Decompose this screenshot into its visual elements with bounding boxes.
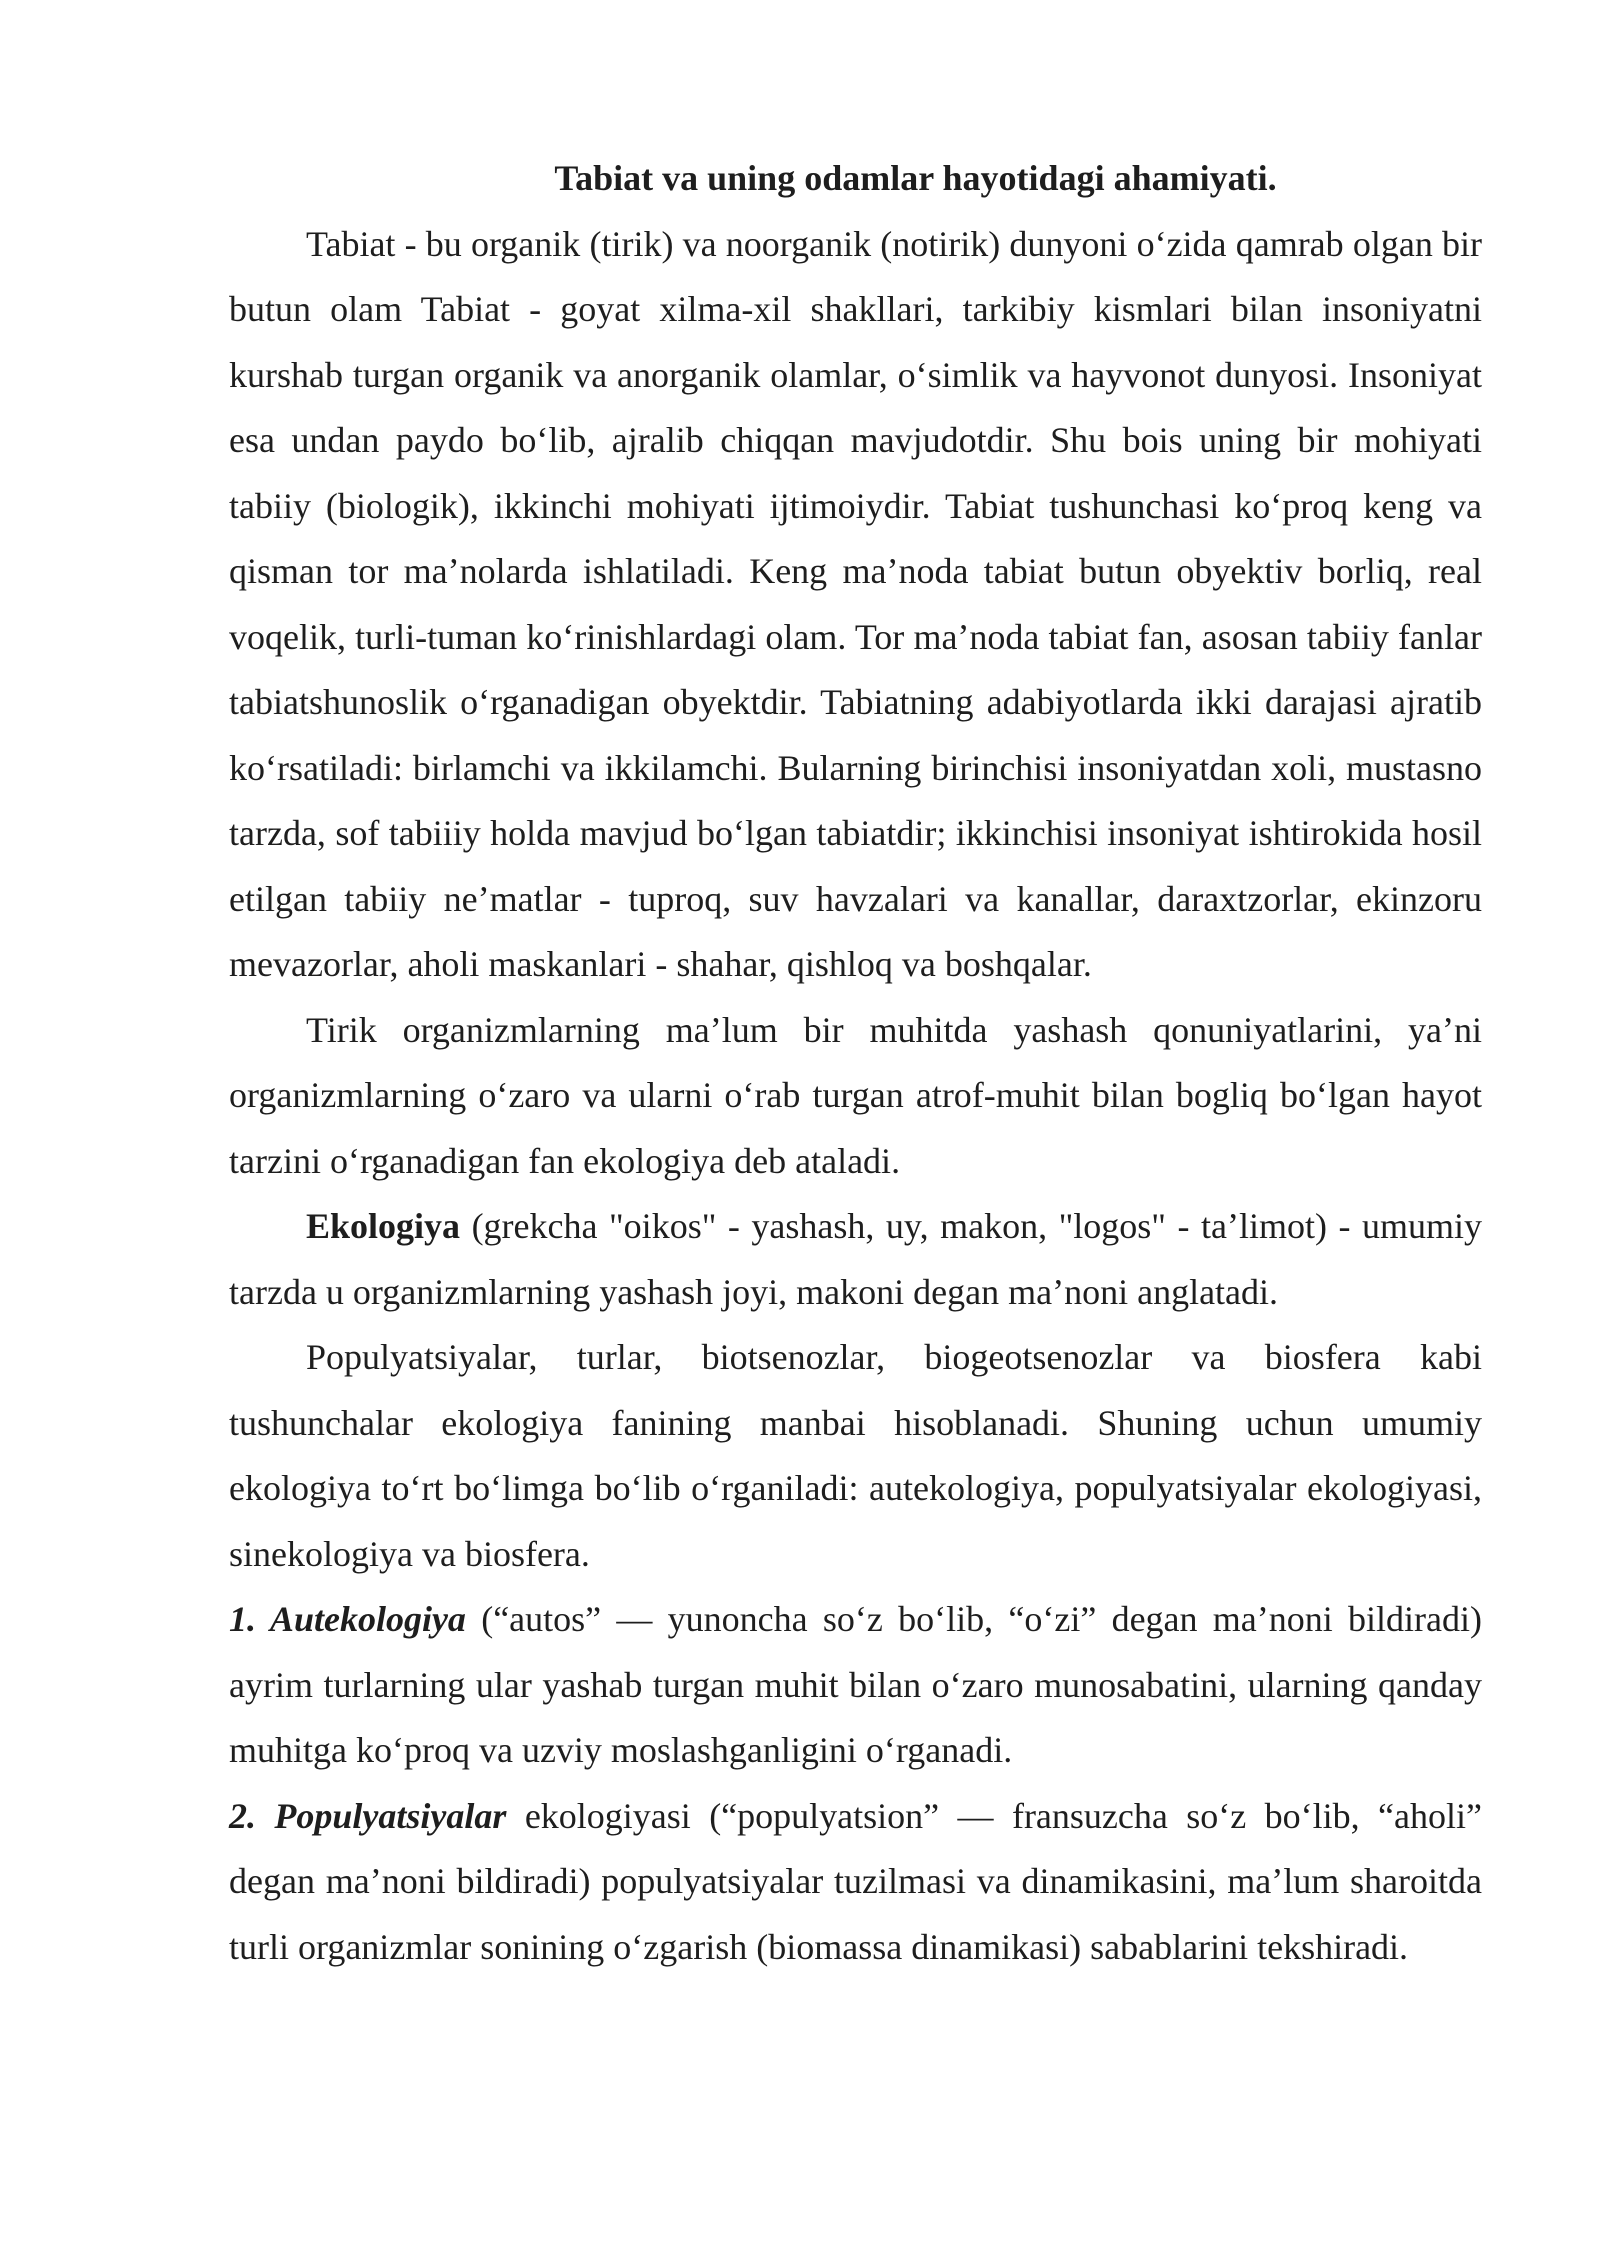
paragraph-nature-definition: Tabiat - bu organik (tirik) va noorganik (notirik) dunyoni oʻzida qamrab olgan bir butun olam Tabiat - goyat xilma-xil shakllari, tarkibiy kismlari bilan insoniyatni kurshab turgan organik va anorganik olamlar, oʻsimlik va hayvonot dunyosi. Insoniyat esa undan paydo boʻlib, ajralib chiqqan mavjudotdir. Shu bois uning bir mohiyati tabiiy (biologik), ikkinchi mohiyati ijtimoiydir. Tabiat tushunchasi koʻproq keng va qisman tor maʼnolarda ishlatiladi. Keng maʼnoda tabiat butun obyektiv borliq, real voqelik, turli-tuman koʻrinishlardagi olam. Tor maʼnoda tabiat fan, asosan tabiiy fanlar tabiatshunoslik oʻrganadigan obyektdir. Tabiatning adabiyotlarda ikki darajasi ajratib koʻrsatiladi: birlamchi va ikkilamchi. Bularning birinchisi insoniyatdan xoli, mustasno tarzda, sof tabiiiy holda mavjud boʻlgan tabiatdir; ikkinchisi insoniyat ishtirokida hosil etilgan tabiiy neʼmatlar - tuproq, suv havzalari va kanallar, daraxtzorlar, ekinzoru mevazorlar, aholi maskanlari - shahar, qishloq va boshqalar. [229,223,1482,984]
paragraph-autecology [229,1587,1482,1784]
population-ecology-text: ekologiyasi (“populyatsion” — fransuzcha soʻz boʻlib, “aholi” degan maʼnoni bildiradi) populyatsiyalar tuzilmasi va dinamikasini, maʼlum sharoitda turli organizmlar sonining oʻzgarish (biomassa dinamikasi) sabablarini tekshiradi. [229,1795,1482,1967]
document-page [229,146,1482,1980]
term-populations: 2. Populyatsiyalar [229,1795,507,1836]
paragraph-ecology-definition: Tirik organizmlarning maʼlum bir muhitda yashash qonuniyatlarini, yaʼni organizmlarning oʻzaro va ularni oʻrab turgan atrof-muhit bilan bogliq boʻlgan hayot tarzini oʻrganadigan fan ekologiya deb ataladi. [229,1009,1482,1181]
ecology-etymology-text: (grekcha "oikos" - yashash, uy, makon, "logos" - taʼlimot) - umumiy tarzda u organizmlarning yashash joyi, makoni degan maʼnoni anglatadi. [229,1206,1482,1312]
paragraph-ecology-etymology [229,1194,1482,1325]
paragraph-population-ecology [229,1784,1482,1981]
term-ecology: Ekologiya [306,1206,461,1246]
autecology-text: (“autos” — yunoncha soʻz boʻlib, “oʻzi” degan maʼnoni bildiradi) ayrim turlarning ular yashab turgan muhit bilan oʻzaro munosabatini, ularning qanday muhitga koʻproq va uzviy moslashganligini oʻrganadi. [229,1599,1482,1770]
term-autecology: 1. Autekologiya [229,1599,466,1639]
paragraph-ecology-sections: Populyatsiyalar, turlar, biotsenozlar, biogeotsenozlar va biosfera kabi tushunchalar ekologiya fanining manbai hisoblanadi. Shuning uchun umumiy ekologiya toʻrt boʻlimga boʻlib oʻrganiladi: autekologiya, populyatsiyalar ekologiyasi, sinekologiya va biosfera. [229,1337,1482,1574]
document-title: Tabiat va uning odamlar hayotidagi ahamiyati. [554,158,1277,198]
